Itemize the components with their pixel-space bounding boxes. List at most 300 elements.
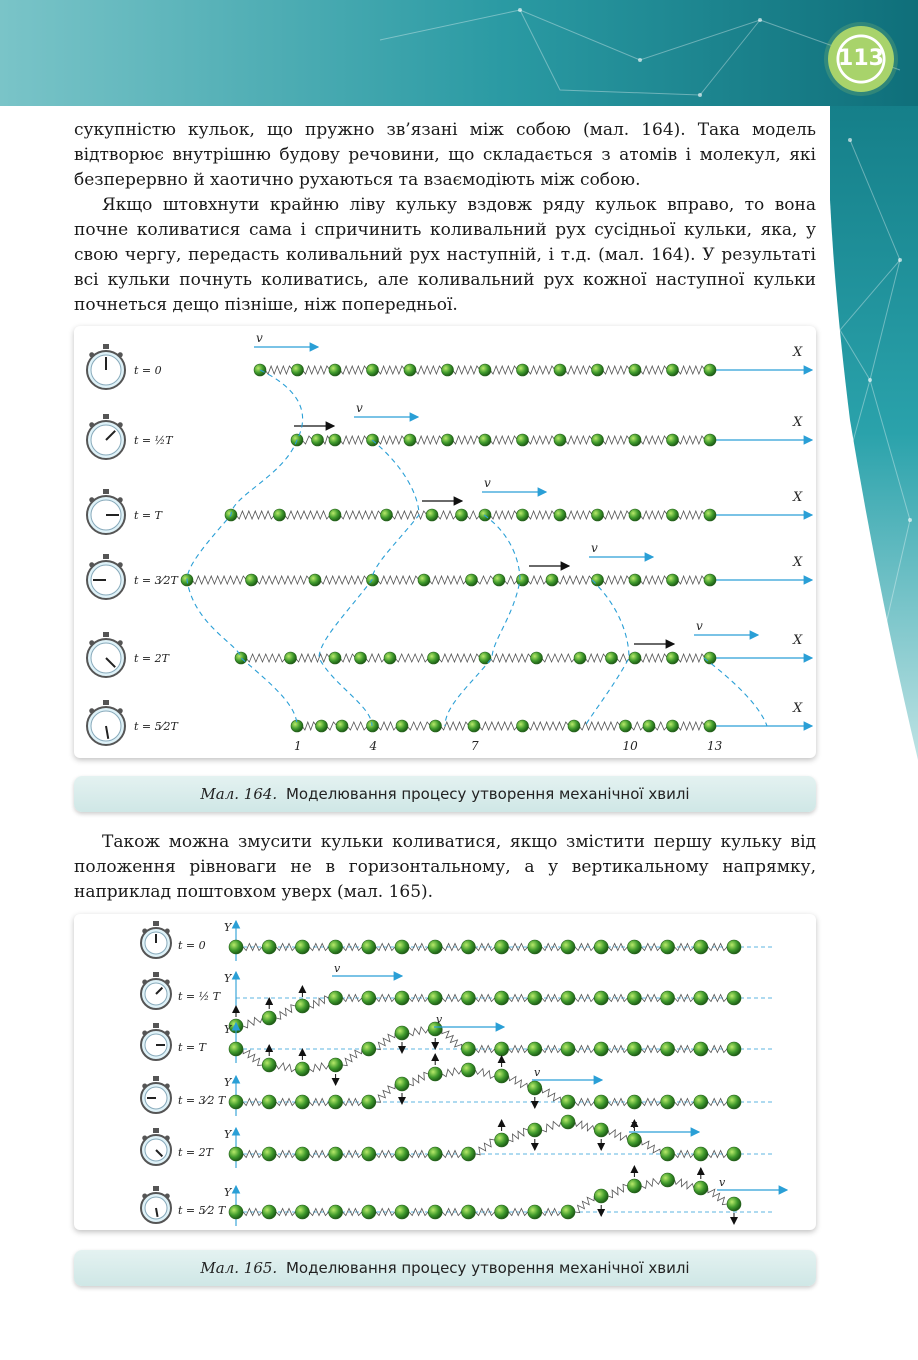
ball-number: 1 — [294, 739, 302, 753]
ball — [561, 1115, 575, 1129]
spring — [302, 722, 317, 730]
x-axis-label: X — [793, 415, 803, 430]
ball — [727, 1042, 741, 1056]
ball — [362, 991, 376, 1005]
spring — [708, 1099, 727, 1106]
y-axis-label: Y — [224, 1076, 232, 1089]
spring — [708, 1046, 727, 1053]
ball — [395, 940, 409, 954]
spring — [640, 511, 668, 519]
spring — [309, 1209, 328, 1216]
ball — [694, 1095, 708, 1109]
spring — [246, 654, 286, 662]
ball-number: 13 — [707, 739, 723, 753]
page-number: 113 — [838, 46, 884, 71]
ball — [517, 720, 529, 732]
ball — [295, 940, 309, 954]
ball — [329, 1147, 343, 1161]
ball — [355, 652, 367, 664]
spring — [320, 576, 368, 584]
ball — [395, 1205, 409, 1219]
ball — [229, 1205, 243, 1219]
spring — [640, 436, 668, 444]
figure-164-caption — [74, 776, 816, 812]
ball — [627, 991, 641, 1005]
ball — [329, 991, 343, 1005]
ball — [727, 1197, 741, 1211]
ball — [694, 940, 708, 954]
ball — [479, 509, 491, 521]
ball — [727, 1095, 741, 1109]
ball — [727, 940, 741, 954]
spring — [442, 1151, 461, 1158]
stopwatch-crown — [103, 344, 109, 349]
wave-guide-ball-1 — [187, 370, 303, 726]
ball — [594, 940, 608, 954]
ball — [461, 1042, 475, 1056]
ball — [517, 364, 529, 376]
ball — [592, 434, 604, 446]
stopwatch-crown — [153, 1128, 159, 1133]
spring — [678, 436, 706, 444]
ball — [442, 434, 454, 446]
ball — [627, 1179, 641, 1193]
x-axis-label: X — [793, 490, 803, 505]
paragraph-1: сукупністю кульок, що пружно зв’язані між собою (мал. 164). Така модель відтворює внутрішню будову речовини, що складається з атомів і молекул, які безперервно й хаотично рухаються та взаємодіють між собою. — [74, 120, 816, 190]
spring — [603, 576, 631, 584]
ball — [704, 574, 716, 586]
spring — [575, 1121, 594, 1131]
ball — [667, 652, 679, 664]
ball — [661, 940, 675, 954]
ball — [594, 991, 608, 1005]
ball — [329, 940, 343, 954]
spring — [565, 436, 593, 444]
spring — [575, 1099, 594, 1106]
ball — [704, 720, 716, 732]
time-label: t = ½T — [134, 434, 173, 447]
x-axis-label: X — [793, 633, 803, 648]
spring — [490, 654, 532, 662]
ball — [554, 364, 566, 376]
spring — [376, 1084, 395, 1102]
spring — [243, 1049, 262, 1066]
spring — [467, 511, 481, 519]
spring — [236, 511, 275, 519]
y-axis-label: Y — [224, 1186, 232, 1199]
ball — [546, 574, 558, 586]
ball — [561, 1095, 575, 1109]
spring — [192, 576, 247, 584]
ball — [329, 652, 341, 664]
ball — [495, 1133, 509, 1147]
spring — [708, 995, 727, 1002]
time-label: t = 3⁄2T — [134, 574, 178, 587]
ball — [229, 1147, 243, 1161]
time-label: t = 0 — [178, 939, 206, 952]
page-number-badge — [828, 26, 894, 92]
time-label: t = T — [134, 509, 162, 522]
ball — [574, 652, 586, 664]
ball — [229, 1042, 243, 1056]
ball — [395, 1026, 409, 1040]
spring — [475, 1069, 494, 1079]
time-label: t = 5⁄2 T — [178, 1204, 226, 1217]
spring — [257, 576, 311, 584]
ball — [295, 1095, 309, 1109]
ball — [466, 574, 478, 586]
spring — [378, 722, 398, 730]
ball — [426, 509, 438, 521]
ball — [704, 652, 716, 664]
stopwatch-crown — [103, 489, 109, 494]
ball-number: 4 — [369, 739, 378, 753]
velocity-label: v — [436, 1013, 443, 1026]
ball — [479, 434, 491, 446]
ball — [694, 1147, 708, 1161]
spring — [376, 1033, 395, 1050]
ball — [493, 574, 505, 586]
spring — [640, 576, 668, 584]
stopwatch-crown — [153, 1076, 159, 1081]
ball — [667, 434, 679, 446]
ball — [568, 720, 580, 732]
y-axis-label: Y — [224, 1023, 232, 1036]
ball — [395, 991, 409, 1005]
spring — [453, 436, 481, 444]
velocity-label: v — [484, 476, 491, 490]
spring — [479, 722, 518, 730]
spring — [608, 1130, 627, 1140]
spring — [678, 722, 706, 730]
ball — [295, 999, 309, 1013]
ball — [461, 991, 475, 1005]
figure-164-drawing — [74, 326, 816, 758]
spring — [579, 722, 621, 730]
ball — [528, 1081, 542, 1095]
ball — [285, 652, 297, 664]
ball — [262, 1011, 276, 1025]
spring — [509, 1128, 528, 1141]
wave-guide-ball-7 — [445, 515, 520, 726]
time-label: t = 0 — [134, 364, 162, 377]
spring — [366, 654, 386, 662]
ball — [295, 1062, 309, 1076]
ball — [704, 509, 716, 521]
spring — [575, 995, 594, 1002]
ball — [594, 1095, 608, 1109]
ball — [661, 1095, 675, 1109]
ball — [594, 1042, 608, 1056]
figure-164 — [74, 326, 816, 758]
ball — [456, 509, 468, 521]
spring — [442, 944, 461, 951]
ball — [627, 1095, 641, 1109]
spring — [528, 722, 570, 730]
ball — [428, 991, 442, 1005]
ball — [554, 434, 566, 446]
ball — [528, 1205, 542, 1219]
spring — [265, 366, 293, 374]
spring — [343, 1049, 362, 1066]
y-axis-label: Y — [224, 1128, 232, 1141]
time-label: t = 2T — [178, 1146, 213, 1159]
ball — [418, 574, 430, 586]
ball — [262, 940, 276, 954]
figure-165-caption — [74, 1250, 816, 1286]
ball — [629, 509, 641, 521]
stopwatch-crown — [153, 1186, 159, 1191]
spring — [309, 1099, 328, 1106]
spring — [585, 654, 607, 662]
spring — [641, 1179, 660, 1189]
ball — [461, 1205, 475, 1219]
spring — [557, 576, 593, 584]
spring — [708, 944, 727, 951]
velocity-label: v — [631, 1118, 638, 1131]
ball — [246, 574, 258, 586]
ball — [495, 1042, 509, 1056]
ball — [606, 652, 618, 664]
ball — [661, 991, 675, 1005]
ball — [362, 1042, 376, 1056]
ball — [517, 509, 529, 521]
spring — [654, 722, 668, 730]
ball — [528, 991, 542, 1005]
ball — [329, 1205, 343, 1219]
body-text-top — [74, 118, 816, 318]
ball — [428, 1147, 442, 1161]
body-text-middle — [74, 830, 816, 905]
x-axis-label: X — [793, 555, 803, 570]
spring — [490, 511, 518, 519]
spring — [542, 1088, 561, 1102]
ball — [367, 364, 379, 376]
ball — [461, 1063, 475, 1077]
ball — [704, 364, 716, 376]
spring — [565, 366, 593, 374]
spring — [347, 722, 368, 730]
velocity-label: v — [356, 401, 363, 415]
spring — [309, 996, 328, 1008]
ball — [381, 509, 393, 521]
stopwatch-crown — [153, 1023, 159, 1028]
spring — [641, 1140, 660, 1154]
ball — [561, 940, 575, 954]
ball — [694, 1181, 708, 1195]
spring — [276, 1005, 295, 1020]
ball — [292, 364, 304, 376]
ball — [329, 1095, 343, 1109]
ball — [561, 1205, 575, 1219]
spring — [309, 1151, 328, 1158]
spring — [415, 436, 443, 444]
spring — [309, 1063, 328, 1072]
ball — [395, 1077, 409, 1091]
spring — [442, 1209, 461, 1216]
figure-164-number: Мал. 164. — [200, 785, 278, 803]
spring — [631, 722, 645, 730]
spring — [309, 944, 328, 951]
ball-number: 7 — [471, 739, 479, 753]
spring — [528, 366, 556, 374]
spring — [378, 436, 406, 444]
ball — [592, 364, 604, 376]
paragraph-2: Якщо штовхнути крайню ліву кульку вздовж ряду кульок вправо, то вона почне коливатися сама і спричинить коливальний рух сусідньої кульки, яка, у свою чергу, передасть коливальний рух наступній, і т.д. (мал. 164). У результаті всі кульки почнуть коливатись, але коливальний рух кожної наступної кульки почнеться дещо пізніше, ніж попередньої. — [74, 195, 816, 315]
spring — [409, 1027, 428, 1036]
spring — [575, 944, 594, 951]
spring — [528, 576, 548, 584]
ball — [495, 991, 509, 1005]
spring — [528, 436, 556, 444]
spring — [575, 1046, 594, 1053]
spring — [603, 366, 631, 374]
ball — [629, 574, 641, 586]
ball — [592, 509, 604, 521]
ball — [312, 434, 324, 446]
ball — [667, 720, 679, 732]
spring — [285, 511, 331, 519]
spring — [303, 366, 331, 374]
ball — [274, 509, 286, 521]
velocity-label: v — [334, 962, 341, 975]
spring — [678, 511, 706, 519]
ball — [428, 1067, 442, 1081]
ball — [727, 1147, 741, 1161]
ball — [329, 434, 341, 446]
stopwatch-crown — [103, 700, 109, 705]
spring — [542, 1121, 561, 1131]
figure-165-caption-text: Моделювання процесу утворення механічної хвилі — [285, 1259, 690, 1277]
velocity-label: v — [534, 1066, 541, 1079]
ball — [629, 434, 641, 446]
stopwatch-crown — [103, 554, 109, 559]
time-label: t = 3⁄2 T — [178, 1094, 226, 1107]
spring — [243, 1017, 262, 1027]
spring — [678, 576, 706, 584]
spring — [490, 436, 518, 444]
ball — [495, 940, 509, 954]
time-label: t = 5⁄2T — [134, 720, 178, 733]
spring — [327, 722, 338, 730]
figure-164-caption-text: Моделювання процесу утворення механічної хвилі — [285, 785, 690, 803]
spring — [640, 654, 668, 662]
ball — [704, 434, 716, 446]
ball — [316, 720, 328, 732]
ball — [295, 1205, 309, 1219]
ball — [627, 1133, 641, 1147]
ball — [667, 364, 679, 376]
figure-165-number: Мал. 165. — [200, 1259, 278, 1277]
ball — [362, 940, 376, 954]
ball — [561, 991, 575, 1005]
spring — [429, 576, 467, 584]
velocity-label: v — [696, 619, 703, 633]
ball — [395, 1147, 409, 1161]
time-label: t = ½ T — [178, 990, 221, 1003]
ball — [629, 364, 641, 376]
ball — [479, 364, 491, 376]
ball — [594, 1189, 608, 1203]
spring — [603, 511, 631, 519]
ball — [461, 940, 475, 954]
spring — [442, 995, 461, 1002]
ball — [362, 1095, 376, 1109]
ball — [404, 364, 416, 376]
stopwatch-crown — [103, 632, 109, 637]
spring — [439, 654, 481, 662]
ball — [517, 434, 529, 446]
spring — [276, 1063, 295, 1072]
ball — [262, 1095, 276, 1109]
ball — [362, 1147, 376, 1161]
spring — [340, 436, 368, 444]
spring — [565, 511, 593, 519]
spring — [575, 1196, 594, 1213]
spring — [640, 366, 668, 374]
ball — [396, 720, 408, 732]
ball — [629, 652, 641, 664]
ball — [362, 1205, 376, 1219]
spring — [340, 511, 382, 519]
ball — [336, 720, 348, 732]
ball — [329, 1058, 343, 1072]
ball — [329, 509, 341, 521]
spring — [415, 366, 443, 374]
velocity-label: v — [591, 541, 598, 555]
spring — [477, 576, 495, 584]
ball — [694, 991, 708, 1005]
spring — [608, 1184, 627, 1197]
figure-165 — [74, 914, 816, 1230]
ball — [235, 652, 247, 664]
ball — [495, 1069, 509, 1083]
stopwatch-crown — [153, 921, 159, 926]
ball — [262, 1058, 276, 1072]
spring — [678, 366, 706, 374]
stopwatch-crown — [103, 414, 109, 419]
ball-number: 10 — [622, 739, 638, 753]
ball — [531, 652, 543, 664]
ball — [262, 1147, 276, 1161]
spring — [675, 1179, 694, 1189]
spring — [395, 654, 429, 662]
spring — [392, 511, 428, 519]
spring — [340, 654, 356, 662]
ball — [262, 1205, 276, 1219]
ball — [404, 434, 416, 446]
velocity-label: v — [719, 1176, 726, 1189]
x-axis-label: X — [793, 345, 803, 360]
ball — [643, 720, 655, 732]
ball — [229, 1095, 243, 1109]
ball — [620, 720, 632, 732]
ball — [667, 574, 679, 586]
ball — [594, 1123, 608, 1137]
spring — [340, 366, 368, 374]
spring — [678, 654, 706, 662]
spring — [475, 1139, 494, 1155]
ball — [468, 720, 480, 732]
wave-guide-ball-10 — [585, 580, 629, 726]
ball — [627, 1042, 641, 1056]
ball — [461, 1147, 475, 1161]
ball — [528, 940, 542, 954]
velocity-label: v — [256, 331, 263, 345]
spring — [542, 654, 576, 662]
ball — [554, 509, 566, 521]
y-axis-label: Y — [224, 972, 232, 985]
